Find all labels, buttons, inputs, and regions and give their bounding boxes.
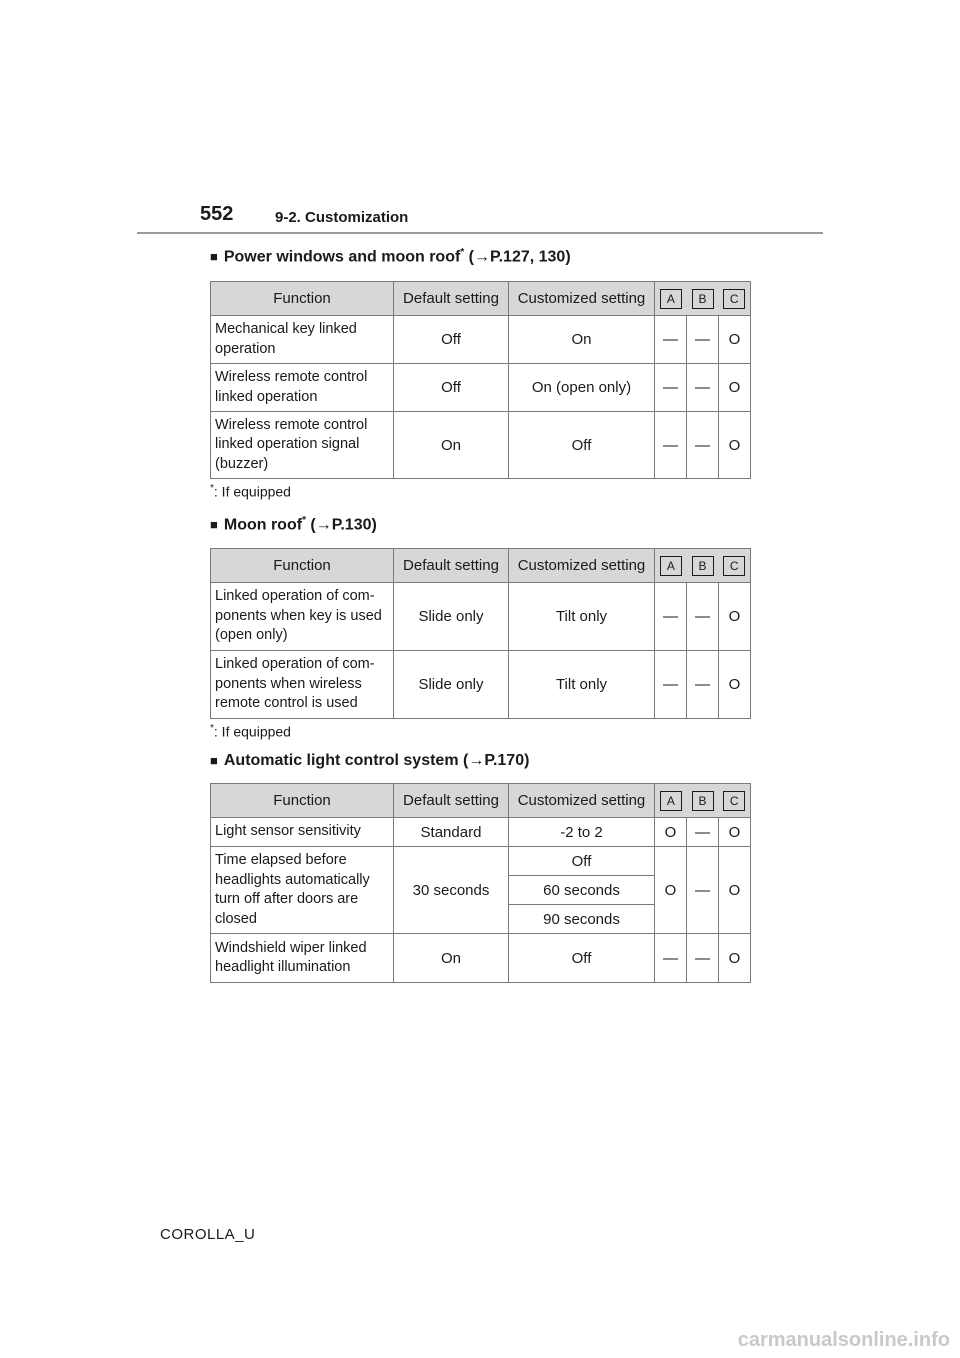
header-rule: [137, 232, 823, 234]
table-header-row: [211, 549, 751, 583]
box-c: C: [723, 289, 745, 309]
table-row: Linked operation of com-ponents when wireless remote control is used Slide only Tilt only — — O: [211, 651, 751, 719]
chapter-title: 9-2. Customization: [275, 209, 409, 226]
table-row: Wireless remote control linked operation Off On (open only) — — O: [211, 364, 751, 412]
box-c: C: [723, 556, 745, 576]
table-header-row: [211, 282, 751, 316]
table-row: Linked operation of com-ponents when key is used (open only) Slide only Tilt only — — O: [211, 583, 751, 651]
settings-table: [210, 281, 751, 479]
table-row: Wireless remote control linked operation signal (buzzer) On Off — — O: [211, 412, 751, 479]
box-a: A: [660, 791, 682, 811]
watermark: carmanualsonline.info: [737, 1329, 950, 1351]
table-row: Light sensor sensitivity Standard -2 to 2 O — O: [211, 818, 751, 847]
col-default: Default setting: [394, 784, 509, 818]
footnote: *: If equipped: [210, 723, 291, 740]
col-function: Function: [211, 784, 394, 818]
box-a: A: [660, 556, 682, 576]
table-header-row: [211, 784, 751, 818]
col-customized: Customized setting: [509, 784, 655, 818]
col-function: Function: [211, 282, 394, 316]
box-a: A: [660, 289, 682, 309]
col-abc: [655, 282, 751, 316]
section-title: ■ Automatic light control system (→P.170): [210, 752, 530, 769]
col-default: Default setting: [394, 282, 509, 316]
section-title: ■ Power windows and moon roof* (→P.127, 130): [210, 247, 571, 266]
box-b: B: [692, 289, 714, 309]
settings-table: [210, 783, 751, 983]
square-bullet-icon: ■: [210, 249, 218, 265]
settings-table: [210, 548, 751, 719]
box-c: C: [723, 791, 745, 811]
table-row: Windshield wiper linked headlight illumination On Off — — O: [211, 934, 751, 983]
page-number: 552: [200, 203, 234, 225]
square-bullet-icon: ■: [210, 753, 218, 768]
page-header: [200, 203, 822, 231]
col-abc: [655, 549, 751, 583]
model-code: COROLLA_U: [160, 1226, 256, 1243]
section-title: ■ Moon roof* (→P.130): [210, 515, 377, 534]
col-function: Function: [211, 549, 394, 583]
footnote: *: If equipped: [210, 483, 291, 500]
col-abc: [655, 784, 751, 818]
table-row: 60 seconds: [211, 876, 751, 905]
box-b: B: [692, 556, 714, 576]
table-row: Time elapsed before headlights automatically turn off after doors are closed 30 seconds Off O — O: [211, 847, 751, 876]
col-customized: Customized setting: [509, 282, 655, 316]
table-row: 90 seconds: [211, 905, 751, 934]
square-bullet-icon: ■: [210, 517, 218, 533]
table-row: Mechanical key linked operation Off On — — O: [211, 316, 751, 364]
col-customized: Customized setting: [509, 549, 655, 583]
col-default: Default setting: [394, 549, 509, 583]
box-b: B: [692, 791, 714, 811]
